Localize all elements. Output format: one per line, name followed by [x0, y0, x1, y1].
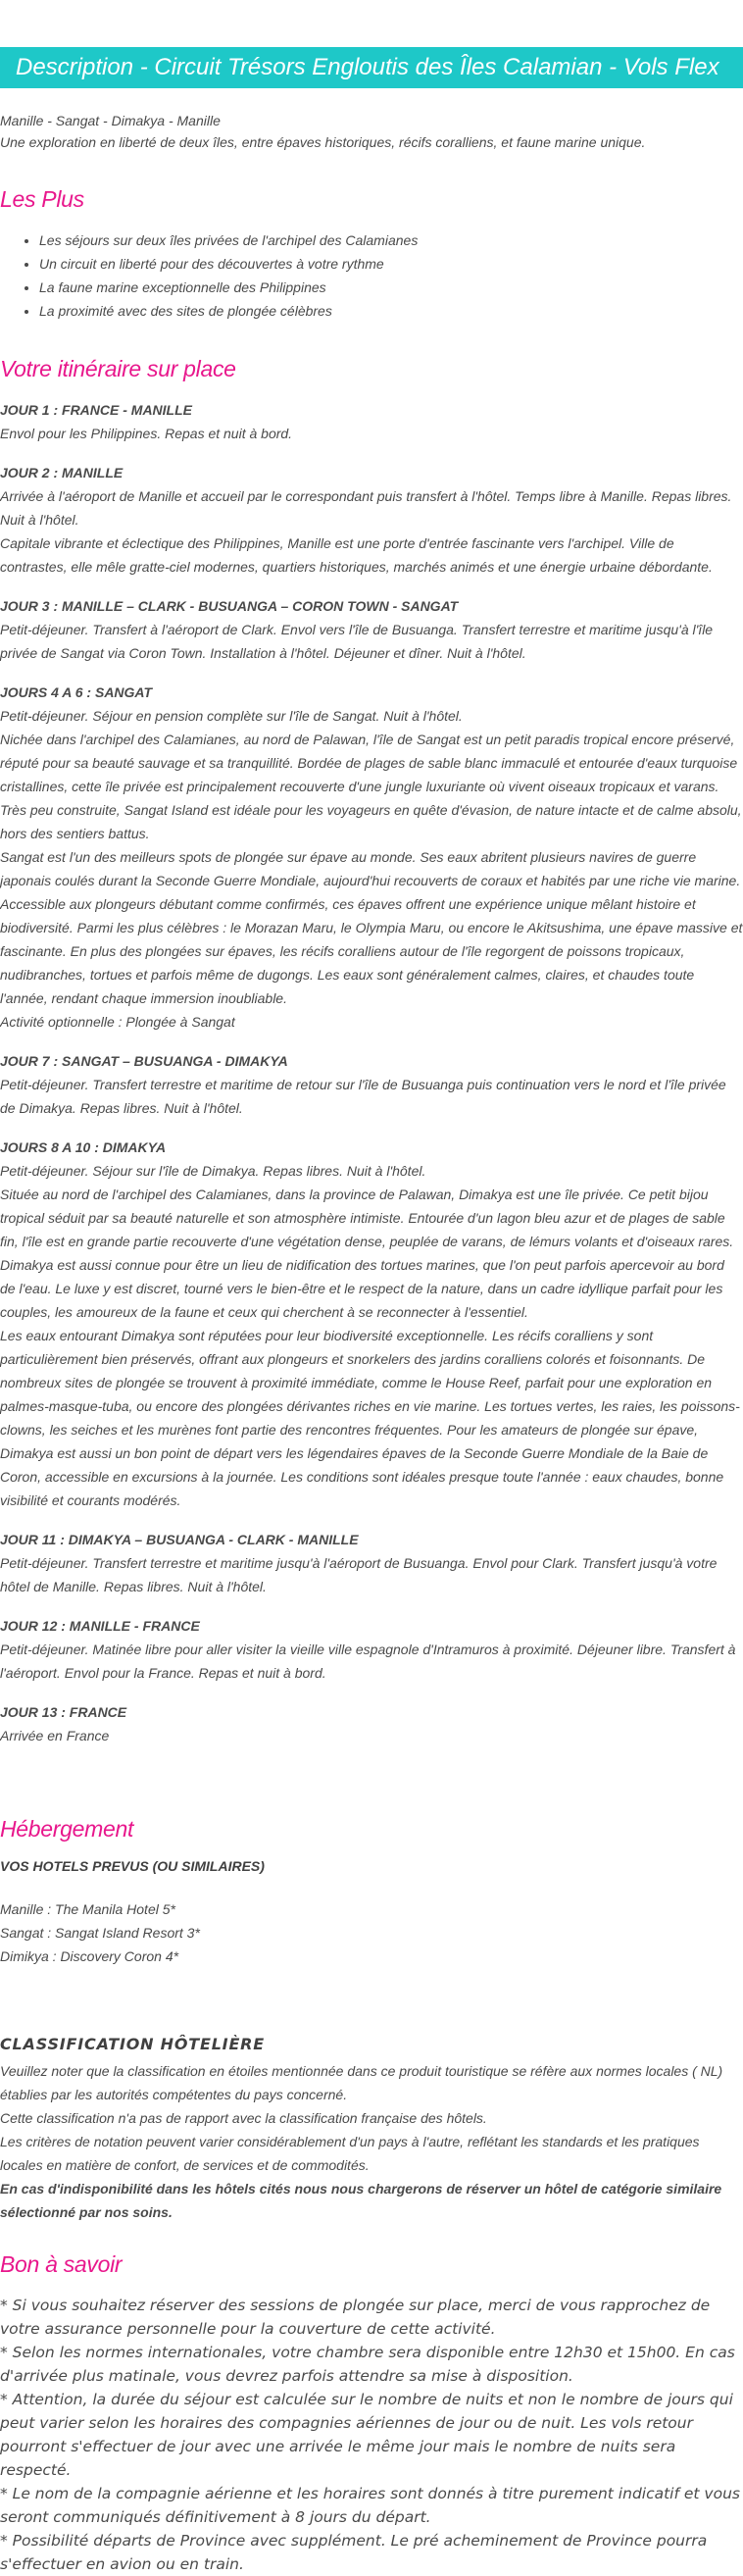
day-text: Arrivée en France	[0, 1728, 110, 1743]
hotel-item: Manille : The Manila Hotel 5*	[0, 1901, 175, 1917]
itinerary-day	[0, 1614, 743, 1685]
info-item: * Selon les normes internationales, votre chambre sera disponible entre 12h30 et 15h00. En cas d'arrivée plus matinale, vous devrez parfois attendre sa mise à disposition.	[0, 2344, 735, 2385]
day-title: JOUR 3 : MANILLE – CLARK - BUSUANGA – CORON TOWN - SANGAT	[0, 598, 459, 614]
tagline-text: Une exploration en liberté de deux îles, entre épaves historiques, récifs coralliens, et faune marine unique.	[0, 134, 646, 150]
info-item: * Attention, la durée du séjour est calculée sur le nombre de nuits et non le nombre de jours qui peut varier selon les horaires des compagnies aériennes de jour ou de nuit. Les vols retour pourront s'effectuer de jour avec une arrivée le même jour mais le nombre de nuits sera respecté.	[0, 2391, 733, 2479]
bon-a-savoir-list	[0, 2294, 743, 2576]
day-text: Petit-déjeuner. Transfert terrestre et maritime jusqu'à l'aéroport de Busuanga. Envol pour Clark. Transfert jusqu'à votre hôtel de Manille. Repas libres. Nuit à l'hôtel.	[0, 1555, 718, 1594]
list-item: • La proximité avec des sites de plongée célèbres	[39, 299, 743, 323]
itinerary-list	[0, 398, 743, 1747]
day-text: Située au nord de l'archipel des Calamianes, dans la province de Palawan, Dimakya est une île privée. Ce petit bijou tropical séduit par sa beauté naturelle et son atmosphère intimiste. Entourée d'un lagon bleu azur et de plages de sable fin, l'île est en grande partie recouverte d'une végétation dense, peuplée de varans, de lémurs volants et d'oiseaux rares. Dimakya est aussi connue pour être un lieu de nidification des tortues marines, que l'on peut parfois apercevoir au bord de l'eau. Le luxe y est discret, tourné vers le bien-être et le respect de la nature, dans un cadre idyllique parfait pour les couples, les amoureux de la faune et ceux qui cherchent à se reconnecter à l'essentiel.	[0, 1187, 734, 1320]
day-title: JOUR 12 : MANILLE - FRANCE	[0, 1618, 200, 1634]
trip-summary	[0, 110, 743, 153]
day-text: Petit-déjeuner. Séjour en pension complète sur l'île de Sangat. Nuit à l'hôtel.	[0, 708, 463, 724]
hotel-list	[0, 1897, 743, 1968]
list-item: • La faune marine exceptionnelle des Philippines	[39, 276, 743, 299]
classification-line: Veuillez noter que la classification en étoiles mentionnée dans ce produit touristique se réfère aux normes locales ( NL) établies par les autorités compétentes du pays concerné.	[0, 2063, 723, 2102]
hotels-subheading: VOS HOTELS PREVUS (OU SIMILAIRES)	[0, 1858, 265, 1874]
day-text: Les eaux entourant Dimakya sont réputées pour leur biodiversité exceptionnelle. Les récifs coralliens y sont particulièrement bien préservés, offrant aux plongeurs et snorkelers des jardins coralliens colorés et foisonnants. De nombreux sites de plongée se trouvent à proximité immédiate, comme le House Reef, parfait pour une exploration en palmes-masque-tuba, ou encore des plongées dérivantes riches en vie marine. Les tortues vertes, les raies, les poissons-clowns, les seiches et les murènes font partie des rencontres fréquentes. Pour les amateurs de plongée sur épave, Dimakya est aussi un bon point de départ vers les légendaires épaves de la Seconde Guerre Mondiale de la Baie de Coron, accessible en excursions à la journée. Les conditions sont idéales presque toute l'année : eaux chaudes, bonne visibilité et courants modérés.	[0, 1328, 740, 1508]
day-title: JOUR 2 : MANILLE	[0, 465, 124, 480]
day-title: JOURS 8 A 10 : DIMAKYA	[0, 1139, 167, 1155]
day-title: JOURS 4 A 6 : SANGAT	[0, 684, 153, 700]
section-heading-itinerary: Votre itinéraire sur place	[0, 356, 236, 381]
page-title: Description - Circuit Trésors Engloutis des Îles Calamian - Vols Flex	[0, 47, 743, 88]
section-heading-bon-a-savoir: Bon à savoir	[0, 2251, 123, 2277]
day-text: Capitale vibrante et éclectique des Philippines, Manille est une porte d'entrée fascinante vers l'archipel. Ville de contrastes, elle mêle gratte-ciel modernes, quartiers historiques, marchés animés et une énergie urbaine débordante.	[0, 535, 713, 575]
itinerary-day	[0, 1049, 743, 1120]
classification-notice: En cas d'indisponibilité dans les hôtels cités nous nous chargerons de réserver un hôtel de catégorie similaire sélectionné par nos soins.	[0, 2181, 722, 2220]
day-title: JOUR 7 : SANGAT – BUSUANGA - DIMAKYA	[0, 1053, 288, 1069]
section-heading-hebergement: Hébergement	[0, 1816, 134, 1842]
day-text: Nichée dans l'archipel des Calamianes, au nord de Palawan, l'île de Sangat est un petit paradis tropical encore préservé, réputé pour sa beauté sauvage et sa tranquillité. Bordée de plages de sable blanc immaculé et entourée d'eaux turquoise cristallines, cette île privée est principalement recouverte d'une jungle luxuriante où vivent oiseaux tropicaux et varans. Très peu construite, Sangat Island est idéale pour les voyageurs en quête d'évasion, de nature intacte et de calme absolu, hors des sentiers battus.	[0, 732, 742, 841]
route-text: Manille - Sangat - Dimakya - Manille	[0, 113, 221, 128]
day-text: Petit-déjeuner. Séjour sur l'île de Dimakya. Repas libres. Nuit à l'hôtel.	[0, 1163, 426, 1179]
day-text: Arrivée à l'aéroport de Manille et accueil par le correspondant puis transfert à l'hôtel. Temps libre à Manille. Repas libres. Nuit à l'hôtel.	[0, 488, 732, 528]
classification-text	[0, 2059, 743, 2224]
itinerary-day	[0, 1700, 743, 1747]
info-item: * Possibilité départs de Province avec supplément. Le pré acheminement de Province pourra s'effectuer en avion ou en train.	[0, 2532, 708, 2573]
day-text: Activité optionnelle : Plongée à Sangat	[0, 1014, 235, 1030]
classification-heading: CLASSIFICATION HÔTELIÈRE	[0, 2035, 266, 2053]
info-item: * Le nom de la compagnie aérienne et les horaires sont donnés à titre purement indicatif et vous seront communiqués définitivement à 8 jours du départ.	[0, 2485, 740, 2526]
itinerary-day	[0, 681, 743, 1034]
page	[0, 47, 743, 2576]
day-title: JOUR 13 : FRANCE	[0, 1704, 127, 1720]
list-item: • Les séjours sur deux îles privées de l'archipel des Calamianes	[39, 228, 743, 252]
itinerary-day	[0, 1528, 743, 1598]
itinerary-day	[0, 461, 743, 579]
day-title: JOUR 11 : DIMAKYA – BUSUANGA - CLARK - MANILLE	[0, 1532, 359, 1547]
itinerary-day	[0, 594, 743, 665]
list-item: • Un circuit en liberté pour des découvertes à votre rythme	[39, 252, 743, 276]
les-plus-list	[0, 228, 743, 323]
hotel-item: Sangat : Sangat Island Resort 3*	[0, 1925, 200, 1941]
day-text: Petit-déjeuner. Transfert à l'aéroport de Clark. Envol vers l'île de Busuanga. Transfert terrestre et maritime jusqu'à l'île privée de Sangat via Coron Town. Installation à l'hôtel. Déjeuner et dîner. Nuit à l'hôtel.	[0, 622, 714, 661]
day-text: Sangat est l'un des meilleurs spots de plongée sur épave au monde. Ses eaux abritent plusieurs navires de guerre japonais coulés durant la Seconde Guerre Mondiale, aujourd'hui recouverts de coraux et habités par une riche vie marine. Accessible aux plongeurs débutant comme confirmés, ces épaves offrent une expérience unique mêlant histoire et biodiversité. Parmi les plus célèbres : le Morazan Maru, le Olympia Maru, ou encore le Akitsushima, une épave massive et fascinante. En plus des plongées sur épaves, les récifs coralliens autour de l'île regorgent de poissons tropicaux, nudibranches, tortues et parfois même de dugongs. Les eaux sont généralement calmes, claires, et chaudes toute l'année, rendant chaque immersion inoubliable.	[0, 849, 743, 1006]
day-title: JOUR 1 : FRANCE - MANILLE	[0, 402, 192, 418]
classification-line: Cette classification n'a pas de rapport avec la classification française des hôtels.	[0, 2110, 487, 2126]
day-text: Petit-déjeuner. Transfert terrestre et maritime de retour sur l'île de Busuanga puis continuation vers le nord et l'île privée de Dimakya. Repas libres. Nuit à l'hôtel.	[0, 1077, 726, 1116]
day-text: Petit-déjeuner. Matinée libre pour aller visiter la vieille ville espagnole d'Intramuros à proximité. Déjeuner libre. Transfert à l'aéroport. Envol pour la France. Repas et nuit à bord.	[0, 1642, 736, 1681]
section-heading-les-plus: Les Plus	[0, 186, 84, 212]
classification-line: Les critères de notation peuvent varier considérablement d'un pays à l'autre, reflétant les standards et les pratiques locales en matière de confort, de services et de commodités.	[0, 2134, 700, 2173]
itinerary-day	[0, 1136, 743, 1512]
info-item: * Si vous souhaitez réserver des sessions de plongée sur place, merci de vous rapprochez de votre assurance personnelle pour la couverture de cette activité.	[0, 2297, 711, 2338]
day-text: Envol pour les Philippines. Repas et nuit à bord.	[0, 426, 293, 441]
itinerary-day	[0, 398, 743, 445]
hotel-item: Dimikya : Discovery Coron 4*	[0, 1948, 179, 1964]
